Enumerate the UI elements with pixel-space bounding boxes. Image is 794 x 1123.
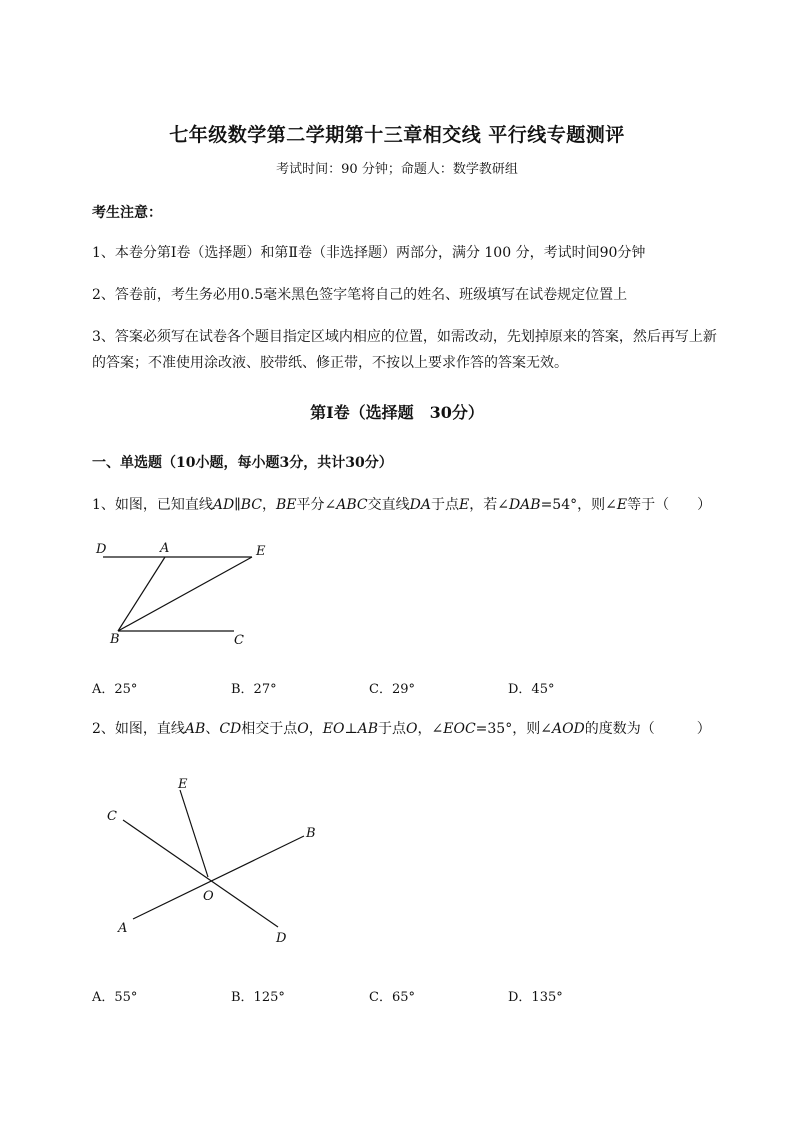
notice-item-3-line-1: 3、答案必须写在试卷各个题目指定区域内相应的位置，如需改动，先划掉原来的答案，然后再写上新 — [92, 329, 717, 345]
point-label-d: D — [96, 542, 107, 557]
question-2-figure — [100, 770, 330, 950]
stem-text: ， — [308, 721, 323, 737]
stem-var: CD — [219, 721, 242, 737]
stem-text: 的度数为（ ） — [584, 721, 711, 737]
question-2-options — [92, 986, 692, 1006]
point-label-d: D — [276, 931, 287, 946]
option-d[interactable]: D．45° — [508, 682, 555, 697]
point-label-e: E — [178, 777, 188, 792]
section-title: 第Ⅰ卷（选择题 30分） — [310, 403, 484, 422]
question-1-figure — [90, 535, 290, 655]
question-1-stem — [92, 494, 711, 514]
stem-text: 2、如图，直线 — [92, 721, 185, 737]
stem-var: BE — [276, 497, 297, 513]
point-label-b: B — [110, 632, 120, 647]
option-a[interactable]: A．25° — [92, 682, 138, 697]
stem-text: 、 — [205, 721, 220, 737]
line-eo — [180, 790, 208, 877]
stem-var: EO — [322, 721, 345, 737]
stem-text: 交直线 — [367, 497, 410, 513]
stem-text: ，若∠ — [469, 497, 509, 513]
stem-var: ABC — [336, 497, 368, 513]
stem-var: AD — [212, 497, 235, 513]
stem-text: 平分∠ — [296, 497, 337, 513]
stem-text: =35°，则∠ — [475, 721, 552, 737]
line-ab — [118, 557, 165, 631]
notice-heading: 考生注意： — [92, 205, 162, 221]
stem-text: 相交于点 — [241, 721, 298, 737]
stem-text: =54°，则∠ — [540, 497, 617, 513]
stem-text: ⊥ — [344, 721, 358, 737]
stem-var: E — [458, 497, 470, 513]
option-a[interactable]: A．55° — [92, 990, 138, 1005]
stem-text: ， — [262, 497, 276, 513]
stem-var: EOC — [443, 721, 476, 737]
stem-var: O — [406, 721, 418, 737]
stem-var: AB — [357, 721, 379, 737]
point-label-o: O — [203, 889, 214, 904]
option-b[interactable]: B．27° — [231, 682, 277, 697]
stem-var: O — [297, 721, 309, 737]
line-cd — [123, 820, 278, 927]
page-subtitle: 考试时间：90 分钟；命题人：数学教研组 — [276, 162, 518, 177]
line-ab — [133, 836, 304, 919]
stem-text: 于点 — [430, 497, 459, 513]
stem-var: AB — [184, 721, 206, 737]
stem-var: E — [616, 497, 628, 513]
stem-text: 于点 — [378, 721, 407, 737]
page-title: 七年级数学第二学期第十三章相交线 平行线专题测评 — [169, 124, 625, 146]
stem-text: ∥ — [234, 497, 241, 513]
part-heading: 一、单选题（10小题，每小题3分，共计30分） — [92, 455, 393, 471]
stem-var: DA — [409, 497, 431, 513]
point-label-b: B — [306, 826, 316, 841]
option-c[interactable]: C．65° — [369, 990, 415, 1005]
question-2-stem — [92, 718, 711, 738]
stem-text: 1、如图，已知直线 — [92, 497, 213, 513]
point-label-a: A — [160, 541, 170, 556]
point-label-c: C — [234, 633, 244, 648]
notice-item-3-line-2: 的答案；不准使用涂改液、胶带纸、修正带，不按以上要求作答的答案无效。 — [92, 355, 568, 371]
question-1-options — [92, 678, 692, 698]
option-d[interactable]: D．135° — [508, 990, 563, 1005]
option-b[interactable]: B．125° — [231, 990, 285, 1005]
stem-var: DAB — [508, 497, 541, 513]
notice-item-2: 2、答卷前，考生务必用0.5毫米黑色签字笔将自己的姓名、班级填写在试卷规定位置上 — [92, 287, 628, 303]
point-label-a: A — [118, 921, 128, 936]
stem-var: AOD — [551, 721, 585, 737]
stem-text: ，∠ — [417, 721, 444, 737]
stem-var: BC — [240, 497, 262, 513]
notice-item-1: 1、本卷分第Ⅰ卷（选择题）和第Ⅱ卷（非选择题）两部分，满分 100 分，考试时间90分钟 — [92, 245, 646, 261]
stem-text: 等于（ ） — [627, 497, 712, 513]
line-be — [118, 557, 252, 631]
point-label-c: C — [107, 809, 117, 824]
option-c[interactable]: C．29° — [369, 682, 415, 697]
point-label-e: E — [256, 544, 266, 559]
